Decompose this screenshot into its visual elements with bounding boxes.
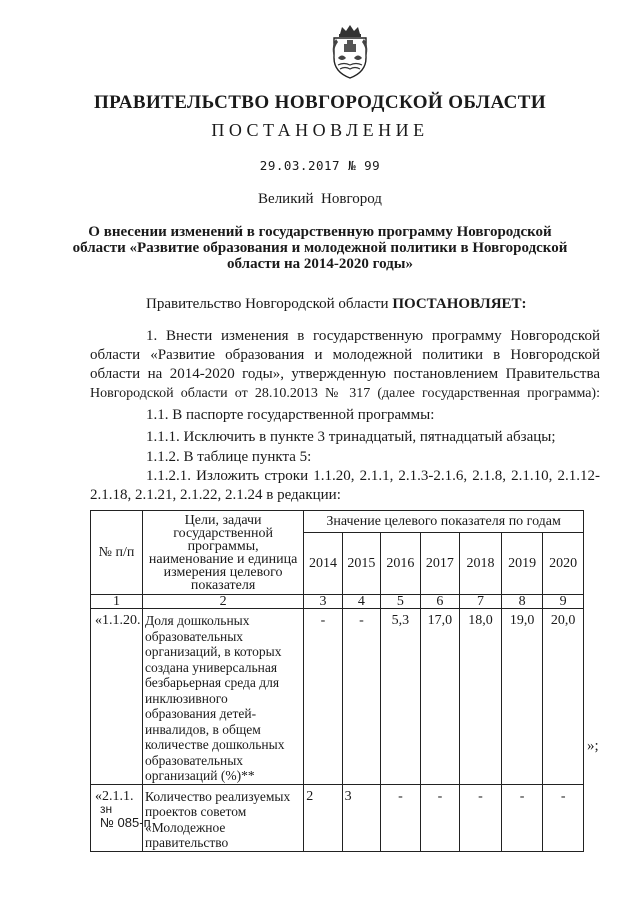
year-header: 2019 bbox=[501, 533, 543, 595]
row-number: «1.1.20. bbox=[91, 609, 143, 785]
row-value: - bbox=[342, 609, 380, 785]
column-number: 8 bbox=[501, 595, 543, 609]
footer-document-number: № 085-п bbox=[100, 815, 151, 830]
row-number: «2.1.1. bbox=[91, 784, 143, 851]
paragraph-1-1-1: 1.1.1. Исключить в пункте 3 тринадцатый, пятнадцатый абзацы; bbox=[146, 429, 556, 445]
footer-mark: зн bbox=[100, 802, 113, 816]
row-value: 5,3 bbox=[381, 609, 421, 785]
paragraph-line: области на 2014-2020 годы», утвержденную постановлением Правительства bbox=[90, 366, 600, 382]
subject-line: области «Развитие образования и молодежной политики в Новгородской bbox=[72, 240, 568, 256]
row-value: 3 bbox=[342, 784, 380, 851]
paragraph-1-1: 1.1. В паспорте государственной программы: bbox=[146, 407, 435, 423]
row-value: - bbox=[304, 609, 342, 785]
year-header: 2016 bbox=[381, 533, 421, 595]
column-number: 3 bbox=[304, 595, 342, 609]
row-value: - bbox=[460, 784, 502, 851]
paragraph-1 bbox=[90, 327, 600, 403]
document-subject bbox=[0, 224, 640, 272]
city-name: Великий Новгород bbox=[258, 191, 382, 207]
table-closing-quote: »; bbox=[587, 738, 599, 754]
row-goal: Доля дошкольных образовательных организаций, в которых создана универсальная безбарьерная среда для инклюзивного образования детей-инвалидов, в общем количестве дошкольных образовательных организаций (%)** bbox=[143, 609, 304, 785]
paragraph-line: Новгородской области от 28.10.2013 № 317 (далее государственная программа): bbox=[90, 386, 600, 401]
row-goal: Количество реализуемых проектов советом «Молодежное правительство bbox=[143, 784, 304, 851]
paragraph-line: области «Развитие образования и молодежной политики в Новгородской bbox=[90, 347, 600, 363]
column-header-number: № п/п bbox=[91, 511, 143, 595]
column-number: 7 bbox=[460, 595, 502, 609]
row-value: 2 bbox=[304, 784, 342, 851]
year-header: 2020 bbox=[543, 533, 584, 595]
paragraph-line: 2.1.18, 2.1.21, 2.1.22, 2.1.24 в редакции: bbox=[90, 487, 341, 503]
preamble bbox=[90, 295, 600, 314]
document-type: ПОСТАНОВЛЕНИЕ bbox=[211, 120, 429, 140]
preamble-decree: ПОСТАНОВЛЯЕТ: bbox=[392, 296, 527, 312]
column-header-values: Значение целевого показателя по годам bbox=[304, 511, 584, 533]
row-value: - bbox=[420, 784, 460, 851]
subject-line: О внесении изменений в государственную программу Новгородской bbox=[88, 224, 552, 240]
column-number: 5 bbox=[381, 595, 421, 609]
column-number: 2 bbox=[143, 595, 304, 609]
year-header: 2014 bbox=[304, 533, 342, 595]
year-header: 2017 bbox=[420, 533, 460, 595]
subject-line: области на 2014-2020 годы» bbox=[227, 256, 413, 272]
year-header: 2018 bbox=[460, 533, 502, 595]
row-value: 20,0 bbox=[543, 609, 584, 785]
paragraph-line: 1.1.2.1. Изложить строки 1.1.20, 2.1.1, 2.1.3-2.1.6, 2.1.8, 2.1.10, 2.1.12- bbox=[146, 468, 600, 484]
row-value: - bbox=[381, 784, 421, 851]
column-number: 1 bbox=[91, 595, 143, 609]
row-value: - bbox=[543, 784, 584, 851]
table-row bbox=[91, 609, 584, 785]
paragraph-line: 1. Внести изменения в государственную программу Новгородской bbox=[146, 328, 600, 344]
column-number: 4 bbox=[342, 595, 380, 609]
preamble-text: Правительство Новгородской области bbox=[146, 296, 393, 312]
indicator-table bbox=[90, 510, 584, 852]
organization-title: ПРАВИТЕЛЬСТВО НОВГОРОДСКОЙ ОБЛАСТИ bbox=[94, 92, 546, 113]
row-value: 19,0 bbox=[501, 609, 543, 785]
document-date-number: 29.03.2017 № 99 bbox=[259, 158, 381, 173]
paragraph-1-1-2-1 bbox=[90, 467, 600, 505]
paragraph-1-1-2: 1.1.2. В таблице пункта 5: bbox=[146, 449, 312, 465]
row-value: 18,0 bbox=[460, 609, 502, 785]
column-number: 6 bbox=[420, 595, 460, 609]
column-number: 9 bbox=[543, 595, 584, 609]
year-header: 2015 bbox=[342, 533, 380, 595]
column-header-goal: Цели, задачи государственной программы, наименование и единица измерения целевого показателя bbox=[143, 511, 304, 595]
row-value: - bbox=[501, 784, 543, 851]
table-row bbox=[91, 784, 584, 851]
coat-of-arms-emblem bbox=[326, 24, 374, 80]
row-value: 17,0 bbox=[420, 609, 460, 785]
column-number-row bbox=[91, 595, 584, 609]
